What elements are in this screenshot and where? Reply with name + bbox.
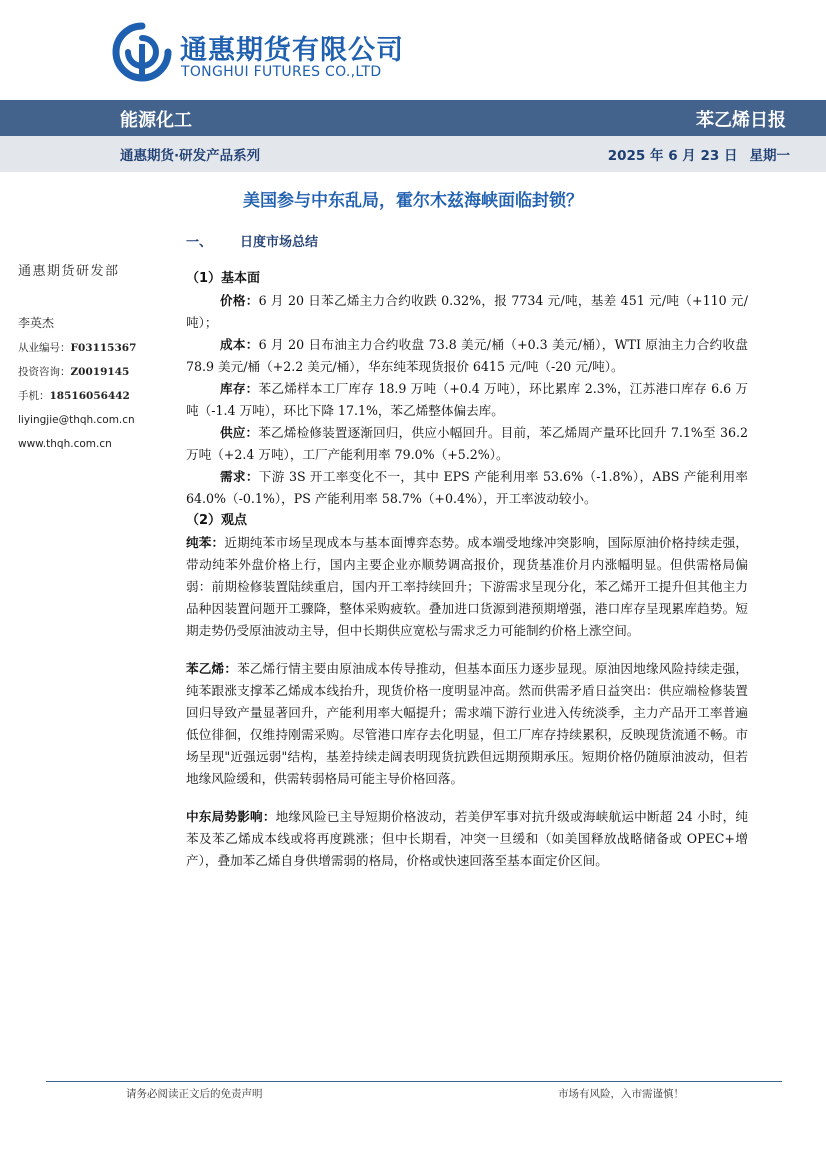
consult-label: 投资咨询：	[18, 366, 71, 378]
price-label: 价格：	[220, 293, 259, 308]
stock-paragraph	[186, 378, 748, 422]
research-dept: 通惠期货研发部	[18, 264, 120, 279]
weekday-text: 星期一	[749, 148, 790, 164]
section-title: 日度市场总结	[240, 235, 319, 250]
license-label: 从业编号：	[18, 342, 71, 354]
phone-number: 18516056442	[49, 390, 130, 402]
benzene-label: 纯苯：	[186, 535, 225, 550]
styrene-label: 苯乙烯：	[186, 661, 238, 676]
analyst-name: 李英杰	[18, 316, 55, 330]
supply-label: 供应：	[220, 425, 259, 440]
mideast-label: 中东局势影响：	[186, 809, 276, 824]
benzene-text: 近期纯苯市场呈现成本与基本面博弈态势。成本端受地缘冲突影响，国际原油价格持续走强，带动纯苯外盘价格上行，国内主要企业亦顺势调高报价，现货基准价月内涨幅明显。但供需格局偏弱：前期检修装置陆续重启，国内开工率持续回升；下游需求呈现分化，苯乙烯开工提升但其他主力品种因装置问题开工骤降，整体采购疲软。叠加进口货源到港预期增强，港口库存呈现累库趋势。短期走势仍受原油波动主导，但中长期供应宽松与需求乏力可能制约价格上涨空间。	[186, 535, 749, 638]
company-logo-icon	[112, 22, 172, 82]
supply-text: 苯乙烯检修装置逐渐回归，供应小幅回升。目前，苯乙烯周产量环比回升 7.1%至 36.2 万吨（+2.4 万吨），工厂产能利用率 79.0%（+5.2%）。	[186, 425, 749, 462]
series-label: 通惠期货·研发产品系列	[120, 148, 261, 164]
demand-text: 下游 3S 开工率变化不一，其中 EPS 产能利用率 53.6%（-1.8%），ABS 产能利用率 64.0%（-0.1%），PS 产能利用率 58.7%（+0.4%），开工率波动较小。	[186, 469, 748, 506]
subsection-views: （2）观点	[186, 513, 248, 528]
styrene-text: 苯乙烯行情主要由原油成本传导推动，但基本面压力逐步显现。原油因地缘风险持续走强，纯苯跟涨支撑苯乙烯成本线抬升，现货价格一度明显冲高。然而供需矛盾日益突出：供应端检修装置回归导致产量显著回升，产能利用率大幅提升；需求端下游行业进入传统淡季，主力产品开工率普遍低位徘徊，仅维持刚需采购。尽管港口库存去化明显，但工厂库存持续累积，反映现货流通不畅。市场呈现"近强远弱"结构，基差持续走阔表明现货抗跌但远期预期承压。短期价格仍随原油波动，但若地缘风险缓和，供需转弱格局可能主导价格回落。	[186, 661, 749, 786]
phone-row	[18, 388, 130, 403]
section-heading	[186, 232, 748, 254]
report-date	[608, 144, 790, 164]
license-number: F03115367	[70, 342, 137, 354]
benzene-paragraph	[186, 532, 748, 642]
mideast-paragraph	[186, 806, 748, 872]
cost-label: 成本：	[220, 337, 259, 352]
styrene-paragraph	[186, 658, 748, 790]
page-headline: 美国参与中东乱局，霍尔木兹海峡面临封锁？	[243, 191, 583, 211]
footer-risk-note: 市场有风险，入市需谨慎！	[558, 1088, 684, 1100]
phone-label: 手机：	[18, 390, 50, 402]
cost-paragraph	[186, 334, 748, 378]
company-name-en: TONGHUI FUTURES CO.,LTD	[181, 64, 382, 80]
website-link[interactable]: www.thqh.com.cn	[18, 438, 112, 450]
company-name-cn: 通惠期货有限公司	[180, 35, 404, 66]
mideast-text: 地缘风险已主导短期价格波动，若美伊军事对抗升级或海峡航运中断超 24 小时，纯苯及苯乙烯成本线或将再度跳涨；但中长期看，冲突一旦缓和（如美国释放战略储备或 OPEC+增产），叠加苯乙烯自身供增需弱的格局，价格或快速回落至基本面定价区间。	[186, 809, 748, 868]
date-text: 2025 年 6 月 23 日	[607, 148, 738, 164]
price-text: 6 月 20 日苯乙烯主力合约收跌 0.32%，报 7734 元/吨，基差 451 元/吨（+110 元/吨）；	[186, 293, 749, 330]
report-title: 苯乙烯日报	[696, 110, 786, 131]
report-body	[186, 232, 748, 872]
stock-text: 苯乙烯样本工厂库存 18.9 万吨（+0.4 万吨），环比累库 2.3%，江苏港口库存 6.6 万吨（-1.4 万吨），环比下降 17.1%，苯乙烯整体偏去库。	[186, 381, 748, 418]
demand-label: 需求：	[220, 469, 259, 484]
demand-paragraph	[186, 466, 748, 510]
footer-divider	[46, 1081, 782, 1082]
consult-number: Z0019145	[70, 366, 130, 378]
footer-disclaimer[interactable]: 请务必阅读正文后的免责声明	[126, 1088, 263, 1100]
email-link[interactable]: liyingjie@thqh.com.cn	[18, 414, 135, 426]
consult-row	[18, 364, 129, 379]
section-number: 一、	[186, 235, 213, 250]
stock-label: 库存：	[220, 381, 259, 396]
supply-paragraph	[186, 422, 748, 466]
license-row	[18, 340, 136, 355]
price-paragraph	[186, 290, 748, 334]
subsection-fundamentals: （1）基本面	[186, 271, 261, 286]
cost-text: 6 月 20 日布油主力合约收盘 73.8 美元/桶（+0.3 美元/桶），WTI 原油主力合约收盘 78.9 美元/桶（+2.2 美元/桶），华东纯苯现货报价 6415 元/吨（-20 元/吨）。	[186, 337, 749, 374]
sector-label: 能源化工	[120, 110, 192, 131]
